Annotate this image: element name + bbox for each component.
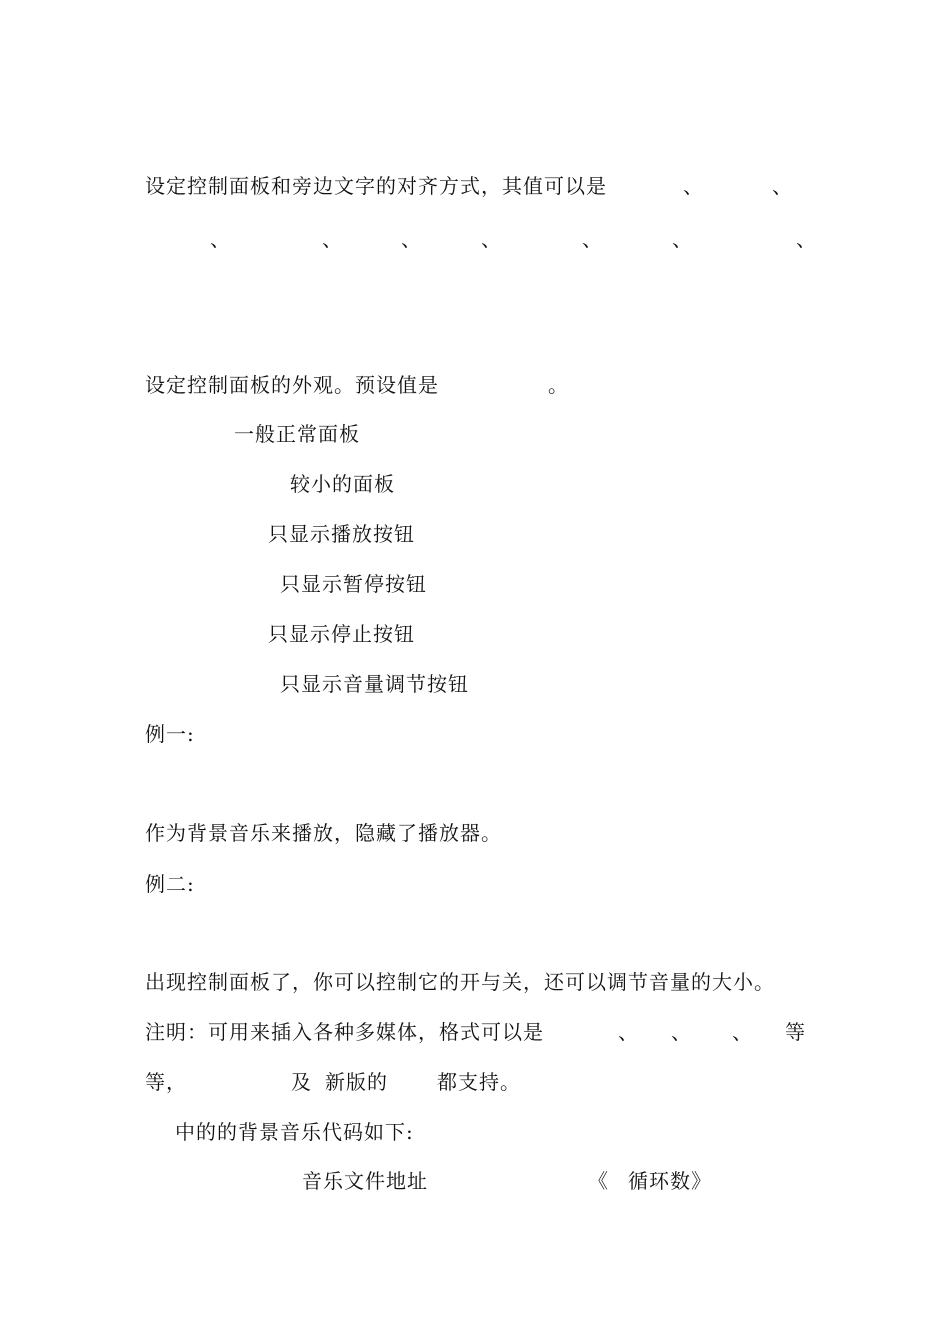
option-small: 较小的面板	[290, 472, 395, 496]
list-separator: 、	[322, 227, 342, 251]
note-line-1: 注明：可用来插入各种多媒体，格式可以是	[145, 1020, 544, 1044]
example2-label: 例二:	[145, 872, 195, 896]
list-separator: 、	[672, 227, 692, 251]
option-pause-only: 只显示暂停按钮	[280, 572, 427, 596]
option-normal: 一般正常面板	[234, 422, 360, 446]
example1-label: 例一:	[145, 722, 195, 746]
list-separator: 、	[671, 1020, 691, 1044]
list-separator: 、	[401, 227, 421, 251]
note-line-2-and: 及	[291, 1070, 312, 1094]
bg-code-intro: 中的的背景音乐代码如下:	[175, 1120, 414, 1144]
option-play-only: 只显示播放按钮	[268, 522, 415, 546]
option-stop-only: 只显示停止按钮	[268, 622, 415, 646]
loop-count: 循环数》	[628, 1169, 712, 1193]
option-volume-only: 只显示音量调节按钮	[280, 672, 469, 696]
list-separator: 、	[772, 174, 792, 198]
appearance-description: 设定控制面板的外观。预设值是	[145, 373, 439, 397]
note-line-2-new-version: 新版的	[325, 1070, 388, 1094]
note-line-2-start: 等，	[145, 1070, 187, 1094]
list-separator: 、	[210, 227, 230, 251]
list-separator: 、	[582, 227, 602, 251]
example1-description: 作为背景音乐来播放，隐藏了播放器。	[145, 821, 502, 845]
align-description: 设定控制面板和旁边文字的对齐方式，其值可以是	[145, 174, 607, 198]
music-file-address: 音乐文件地址	[302, 1169, 428, 1193]
note-line-2-supported: 都支持。	[437, 1070, 521, 1094]
list-separator: 、	[481, 227, 501, 251]
list-separator: 、	[683, 174, 703, 198]
loop-count-open-bracket: 《	[588, 1169, 609, 1193]
list-separator: 、	[618, 1020, 638, 1044]
example2-description: 出现控制面板了，你可以控制它的开与关，还可以调节音量的大小。	[145, 970, 775, 994]
list-separator: 、	[796, 227, 816, 251]
note-line-1-end: 等	[785, 1020, 806, 1044]
period-mark: 。	[548, 373, 568, 397]
list-separator: 、	[732, 1020, 752, 1044]
